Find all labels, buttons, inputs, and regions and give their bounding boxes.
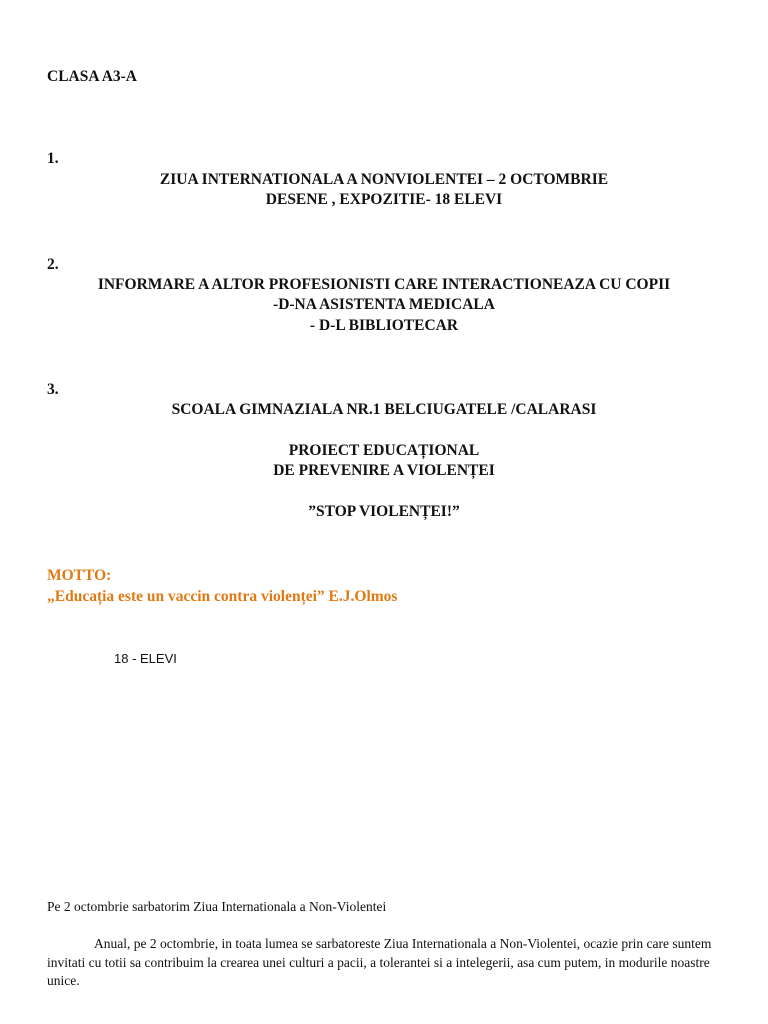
motto-quote: „Educația este un vaccin contra violenței” E.J.Olmos — [47, 588, 398, 605]
section-3-project: PROIECT EDUCAȚIONAL — [288, 442, 480, 459]
section-3-project-subtitle: DE PREVENIRE A VIOLENȚEI — [273, 462, 495, 479]
section-1-title: ZIUA INTERNATIONALA A NONVIOLENTEI – 2 OCTOMBRIE — [159, 171, 609, 188]
section-2-title: INFORMARE A ALTOR PROFESIONISTI CARE INTERACTIONEAZA CU COPII — [97, 276, 671, 293]
section-number-2: 2. — [47, 256, 59, 273]
section-number-1: 1. — [47, 150, 59, 167]
section-3-slogan: ”STOP VIOLENȚEI!” — [308, 503, 460, 520]
motto-label: MOTTO: — [47, 567, 112, 584]
section-2-item-nurse: -D-NA ASISTENTA MEDICALA — [273, 296, 495, 313]
section-3-school: SCOALA GIMNAZIALA NR.1 BELCIUGATELE /CALARASI — [171, 401, 597, 418]
footer-paragraph: Anual, pe 2 octombrie, in toata lumea se sarbatoreste Ziua Internationala a Non-Violentei, ocazie prin care suntem invitati cu totii sa contribuim la crearea unei culturi a pacii, a tolerantei si a intelegerii, asa cum putem, in modurile noastre unice. — [47, 936, 712, 988]
section-2-item-librarian: - D-L BIBLIOTECAR — [309, 317, 459, 334]
section-1-detail: DESENE , EXPOZITIE- 18 ELEVI — [265, 191, 503, 208]
section-number-3: 3. — [47, 381, 59, 398]
footer-intro: Pe 2 octombrie sarbatorim Ziua Internationala a Non-Violentei — [47, 899, 387, 914]
students-note: 18 - ELEVI — [114, 651, 177, 666]
class-title: CLASA A3-A — [47, 68, 138, 85]
